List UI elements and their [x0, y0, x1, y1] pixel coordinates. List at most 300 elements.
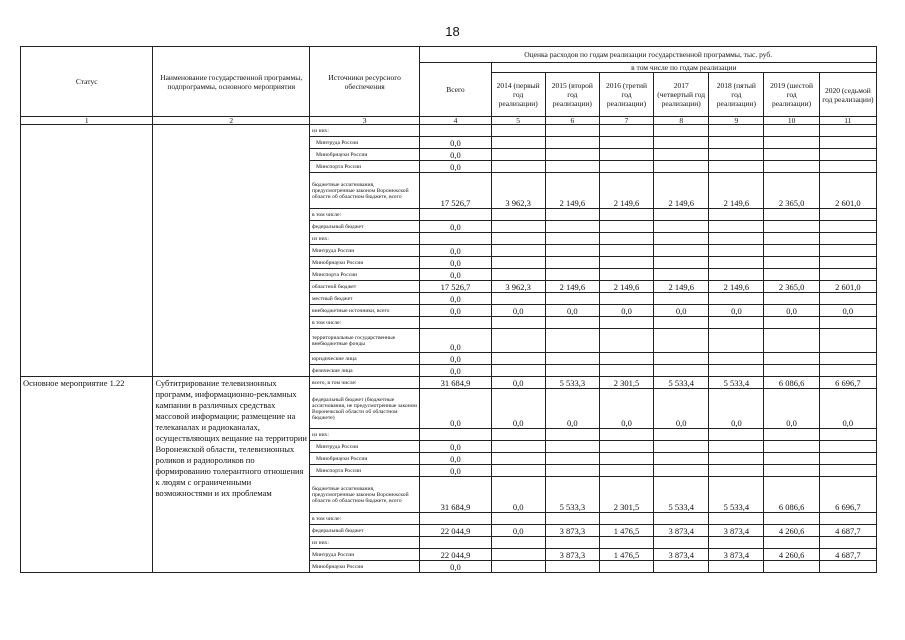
- year-value-cell: 0,0: [545, 389, 599, 429]
- year-value-cell: [654, 317, 709, 329]
- year-value-cell: [654, 441, 709, 453]
- total-value-cell: [420, 513, 491, 525]
- header-year-6: 2020 (седьмой год реализации): [819, 73, 876, 117]
- year-value-cell: [491, 465, 545, 477]
- year-value-cell: [764, 353, 819, 365]
- total-value-cell: 22 044,9: [420, 525, 491, 537]
- column-number: 3: [309, 117, 419, 125]
- header-estimate: Оценка расходов по годам реализации государственной программы, тыс. руб.: [420, 47, 877, 63]
- source-cell: территориальные государственные внебюджетные фонды: [309, 329, 419, 353]
- column-number: 1: [21, 117, 153, 125]
- year-value-cell: [599, 161, 653, 173]
- total-value-cell: 0,0: [420, 293, 491, 305]
- year-value-cell: 3 873,4: [709, 525, 764, 537]
- year-value-cell: [599, 257, 653, 269]
- year-value-cell: 4 260,6: [764, 549, 819, 561]
- source-cell: Минобрнауки России: [309, 453, 419, 465]
- year-value-cell: [545, 269, 599, 281]
- total-value-cell: 0,0: [420, 365, 491, 377]
- year-value-cell: [819, 429, 876, 441]
- source-cell: федеральный бюджет: [309, 525, 419, 537]
- source-cell: федеральный бюджет (бюджетные ассигнования, не предусмотренные законом Воронежской области об областном бюджете): [309, 389, 419, 429]
- year-value-cell: [599, 233, 653, 245]
- total-value-cell: 0,0: [420, 245, 491, 257]
- year-value-cell: 5 533,4: [654, 377, 709, 389]
- year-value-cell: [654, 137, 709, 149]
- year-value-cell: [654, 329, 709, 353]
- resource-table: [20, 46, 877, 573]
- year-value-cell: [819, 453, 876, 465]
- total-value-cell: 0,0: [420, 453, 491, 465]
- header-name: Наименование государственной программы, подпрограммы, основного мероприятия: [153, 47, 310, 117]
- year-value-cell: 0,0: [491, 377, 545, 389]
- year-value-cell: [764, 561, 819, 573]
- total-value-cell: [420, 125, 491, 137]
- year-value-cell: [709, 269, 764, 281]
- year-value-cell: 2 149,6: [599, 173, 653, 209]
- year-value-cell: 3 873,4: [709, 549, 764, 561]
- source-cell: в том числе:: [309, 209, 419, 221]
- year-value-cell: [654, 245, 709, 257]
- year-value-cell: [599, 513, 653, 525]
- source-cell: Минобрнауки России: [309, 561, 419, 573]
- year-value-cell: 0,0: [599, 305, 653, 317]
- year-value-cell: 5 533,4: [709, 377, 764, 389]
- year-value-cell: [491, 137, 545, 149]
- year-value-cell: 2 149,6: [599, 281, 653, 293]
- year-value-cell: [764, 429, 819, 441]
- header-year-0: 2014 (первый год реализации): [491, 73, 545, 117]
- year-value-cell: [764, 317, 819, 329]
- year-value-cell: 0,0: [764, 389, 819, 429]
- year-value-cell: [654, 125, 709, 137]
- header-year-1: 2015 (второй год реализации): [545, 73, 599, 117]
- year-value-cell: 2 149,6: [654, 173, 709, 209]
- year-value-cell: [491, 453, 545, 465]
- year-value-cell: [764, 365, 819, 377]
- year-value-cell: [764, 453, 819, 465]
- total-value-cell: 0,0: [420, 221, 491, 233]
- year-value-cell: [599, 269, 653, 281]
- year-value-cell: 4 260,6: [764, 525, 819, 537]
- year-value-cell: [654, 233, 709, 245]
- year-value-cell: [709, 561, 764, 573]
- year-value-cell: [545, 209, 599, 221]
- year-value-cell: [819, 221, 876, 233]
- year-value-cell: 2 149,6: [709, 173, 764, 209]
- year-value-cell: 4 687,7: [819, 549, 876, 561]
- year-value-cell: [819, 513, 876, 525]
- year-value-cell: [709, 221, 764, 233]
- source-cell: юридические лица: [309, 353, 419, 365]
- year-value-cell: [819, 465, 876, 477]
- year-value-cell: [599, 293, 653, 305]
- year-value-cell: [491, 269, 545, 281]
- year-value-cell: [599, 137, 653, 149]
- total-value-cell: 0,0: [420, 465, 491, 477]
- year-value-cell: [819, 125, 876, 137]
- year-value-cell: [764, 293, 819, 305]
- year-value-cell: [709, 137, 764, 149]
- year-value-cell: [599, 465, 653, 477]
- year-value-cell: 0,0: [491, 525, 545, 537]
- year-value-cell: 0,0: [491, 305, 545, 317]
- source-cell: Минтруда России: [309, 441, 419, 453]
- year-value-cell: [819, 561, 876, 573]
- year-value-cell: [709, 329, 764, 353]
- year-value-cell: 0,0: [764, 305, 819, 317]
- page-number: 18: [445, 24, 460, 39]
- year-value-cell: [491, 329, 545, 353]
- year-value-cell: [491, 221, 545, 233]
- source-cell: областной бюджет: [309, 281, 419, 293]
- year-value-cell: [709, 257, 764, 269]
- total-value-cell: 0,0: [420, 561, 491, 573]
- year-value-cell: [545, 293, 599, 305]
- year-value-cell: [545, 537, 599, 549]
- total-value-cell: 31 684,9: [420, 477, 491, 513]
- total-value-cell: 0,0: [420, 329, 491, 353]
- total-value-cell: 0,0: [420, 305, 491, 317]
- year-value-cell: 6 696,7: [819, 377, 876, 389]
- year-value-cell: [491, 317, 545, 329]
- year-value-cell: 5 533,4: [709, 477, 764, 513]
- source-cell: в том числе:: [309, 513, 419, 525]
- year-value-cell: [709, 365, 764, 377]
- year-value-cell: [764, 233, 819, 245]
- total-value-cell: 0,0: [420, 353, 491, 365]
- year-value-cell: [491, 429, 545, 441]
- year-value-cell: [491, 245, 545, 257]
- year-value-cell: [819, 137, 876, 149]
- column-number: 9: [709, 117, 764, 125]
- year-value-cell: 6 086,6: [764, 477, 819, 513]
- year-value-cell: [545, 125, 599, 137]
- year-value-cell: [819, 269, 876, 281]
- year-value-cell: 1 476,5: [599, 525, 653, 537]
- year-value-cell: 2 149,6: [709, 281, 764, 293]
- year-value-cell: [709, 429, 764, 441]
- year-value-cell: [764, 269, 819, 281]
- column-number: 11: [819, 117, 876, 125]
- year-value-cell: [819, 537, 876, 549]
- year-value-cell: [491, 513, 545, 525]
- year-value-cell: [491, 561, 545, 573]
- year-value-cell: [599, 209, 653, 221]
- year-value-cell: [491, 441, 545, 453]
- year-value-cell: [764, 441, 819, 453]
- year-value-cell: [545, 453, 599, 465]
- year-value-cell: [819, 245, 876, 257]
- year-value-cell: [819, 149, 876, 161]
- year-value-cell: 0,0: [599, 389, 653, 429]
- year-value-cell: [709, 233, 764, 245]
- header-year-3: 2017 (четвертый год реализации): [654, 73, 709, 117]
- year-value-cell: [709, 317, 764, 329]
- source-cell: из них:: [309, 233, 419, 245]
- source-cell: из них:: [309, 537, 419, 549]
- source-cell: местный бюджет: [309, 293, 419, 305]
- year-value-cell: [491, 365, 545, 377]
- year-value-cell: [654, 353, 709, 365]
- year-value-cell: 3 962,3: [491, 173, 545, 209]
- year-value-cell: [599, 537, 653, 549]
- year-value-cell: [709, 453, 764, 465]
- source-cell: федеральный бюджет: [309, 221, 419, 233]
- table-row: [21, 125, 877, 137]
- column-number: 5: [491, 117, 545, 125]
- year-value-cell: [764, 125, 819, 137]
- year-value-cell: 0,0: [545, 305, 599, 317]
- year-value-cell: 2 301,5: [599, 377, 653, 389]
- header-total: Всего: [420, 63, 491, 117]
- year-value-cell: [545, 161, 599, 173]
- year-value-cell: 2 149,6: [545, 173, 599, 209]
- year-value-cell: [545, 329, 599, 353]
- year-value-cell: [709, 293, 764, 305]
- year-value-cell: [764, 137, 819, 149]
- year-value-cell: [709, 149, 764, 161]
- header-year-5: 2019 (шестой год реализации): [764, 73, 819, 117]
- year-value-cell: [709, 537, 764, 549]
- column-number: 4: [420, 117, 491, 125]
- year-value-cell: [764, 257, 819, 269]
- year-value-cell: 6 086,6: [764, 377, 819, 389]
- year-value-cell: [599, 365, 653, 377]
- year-value-cell: [491, 161, 545, 173]
- total-value-cell: 31 684,9: [420, 377, 491, 389]
- source-cell: из них:: [309, 125, 419, 137]
- year-value-cell: [545, 465, 599, 477]
- year-value-cell: [819, 365, 876, 377]
- year-value-cell: [709, 209, 764, 221]
- year-value-cell: [654, 365, 709, 377]
- year-value-cell: 3 873,3: [545, 549, 599, 561]
- year-value-cell: [709, 245, 764, 257]
- year-value-cell: [709, 465, 764, 477]
- source-cell: Минобрнауки России: [309, 257, 419, 269]
- source-cell: Минтруда России: [309, 549, 419, 561]
- year-value-cell: [545, 317, 599, 329]
- year-value-cell: [819, 441, 876, 453]
- year-value-cell: [491, 293, 545, 305]
- total-value-cell: [420, 429, 491, 441]
- total-value-cell: 0,0: [420, 389, 491, 429]
- year-value-cell: [545, 257, 599, 269]
- year-value-cell: [764, 245, 819, 257]
- year-value-cell: [545, 221, 599, 233]
- year-value-cell: [654, 561, 709, 573]
- source-cell: Минспорта России: [309, 269, 419, 281]
- program-cell: [153, 125, 310, 377]
- year-value-cell: 0,0: [709, 389, 764, 429]
- source-cell: Минтруда России: [309, 137, 419, 149]
- year-value-cell: [819, 161, 876, 173]
- year-value-cell: [819, 353, 876, 365]
- column-number: 10: [764, 117, 819, 125]
- total-value-cell: [420, 537, 491, 549]
- year-value-cell: [599, 329, 653, 353]
- source-cell: Минспорта России: [309, 161, 419, 173]
- total-value-cell: 0,0: [420, 149, 491, 161]
- year-value-cell: [599, 221, 653, 233]
- year-value-cell: [819, 293, 876, 305]
- year-value-cell: [819, 233, 876, 245]
- year-value-cell: [764, 149, 819, 161]
- year-value-cell: 2 149,6: [654, 281, 709, 293]
- source-cell: внебюджетные источники, всего: [309, 305, 419, 317]
- year-value-cell: [764, 465, 819, 477]
- year-value-cell: 2 365,0: [764, 173, 819, 209]
- column-number: 7: [599, 117, 653, 125]
- year-value-cell: 2 601,0: [819, 281, 876, 293]
- year-value-cell: [491, 257, 545, 269]
- total-value-cell: 0,0: [420, 441, 491, 453]
- year-value-cell: 0,0: [491, 389, 545, 429]
- column-number: 8: [654, 117, 709, 125]
- total-value-cell: [420, 317, 491, 329]
- year-value-cell: 3 873,4: [654, 549, 709, 561]
- year-value-cell: [654, 537, 709, 549]
- header-status: Статус: [21, 47, 153, 117]
- header-including: в том числе по годам реализации: [491, 63, 876, 73]
- year-value-cell: [654, 221, 709, 233]
- year-value-cell: [709, 513, 764, 525]
- year-value-cell: [709, 441, 764, 453]
- year-value-cell: 2 365,0: [764, 281, 819, 293]
- total-value-cell: 22 044,9: [420, 549, 491, 561]
- year-value-cell: [545, 561, 599, 573]
- year-value-cell: [545, 245, 599, 257]
- total-value-cell: 17 526,7: [420, 173, 491, 209]
- year-value-cell: [491, 353, 545, 365]
- year-value-cell: [491, 537, 545, 549]
- year-value-cell: [491, 549, 545, 561]
- year-value-cell: [545, 365, 599, 377]
- total-value-cell: 0,0: [420, 269, 491, 281]
- header-year-4: 2018 (пятый год реализации): [709, 73, 764, 117]
- year-value-cell: [545, 137, 599, 149]
- year-value-cell: 5 533,3: [545, 377, 599, 389]
- year-value-cell: [764, 537, 819, 549]
- total-value-cell: 0,0: [420, 257, 491, 269]
- year-value-cell: 2 601,0: [819, 173, 876, 209]
- source-cell: в том числе:: [309, 317, 419, 329]
- column-number: 6: [545, 117, 599, 125]
- year-value-cell: 0,0: [819, 389, 876, 429]
- year-value-cell: [819, 257, 876, 269]
- year-value-cell: [654, 269, 709, 281]
- source-cell: бюджетные ассигнования, предусмотренные законом Воронежской области об областном бюджете, всего: [309, 477, 419, 513]
- year-value-cell: [545, 441, 599, 453]
- total-value-cell: 0,0: [420, 137, 491, 149]
- year-value-cell: [545, 353, 599, 365]
- header-sources: Источники ресурсного обеспечения: [309, 47, 419, 117]
- year-value-cell: [599, 353, 653, 365]
- year-value-cell: [654, 149, 709, 161]
- source-cell: Минтруда России: [309, 245, 419, 257]
- year-value-cell: [545, 233, 599, 245]
- total-value-cell: [420, 233, 491, 245]
- year-value-cell: [654, 161, 709, 173]
- year-value-cell: [764, 161, 819, 173]
- program-cell: Субтитрирование телевизионных программ, информационно-рекламных кампании в различных средствах массовой информации; размещение на телеканалах и радиоканалах, осуществляющих вещание на территории Воронежской области, телевизионных роликов и радиороликов по формированию толерантного отношения к людям с ограниченными возможностями и их проблемам: [153, 377, 310, 573]
- source-cell: физические лица: [309, 365, 419, 377]
- year-value-cell: 5 533,3: [545, 477, 599, 513]
- year-value-cell: 3 873,4: [654, 525, 709, 537]
- status-cell: Основное мероприятие 1.22: [21, 377, 153, 573]
- year-value-cell: [599, 429, 653, 441]
- table-row: [21, 377, 877, 389]
- header-year-2: 2016 (третий год реализации): [599, 73, 653, 117]
- year-value-cell: [599, 453, 653, 465]
- year-value-cell: 0,0: [491, 477, 545, 513]
- year-value-cell: [764, 329, 819, 353]
- year-value-cell: [545, 429, 599, 441]
- status-cell: [21, 125, 153, 377]
- year-value-cell: [491, 209, 545, 221]
- year-value-cell: [764, 209, 819, 221]
- year-value-cell: [819, 209, 876, 221]
- year-value-cell: [764, 221, 819, 233]
- total-value-cell: 0,0: [420, 161, 491, 173]
- year-value-cell: [599, 441, 653, 453]
- year-value-cell: [654, 465, 709, 477]
- year-value-cell: 2 149,6: [545, 281, 599, 293]
- year-value-cell: [491, 233, 545, 245]
- year-value-cell: [709, 161, 764, 173]
- year-value-cell: 1 476,5: [599, 549, 653, 561]
- year-value-cell: [491, 149, 545, 161]
- source-cell: Минспорта России: [309, 465, 419, 477]
- year-value-cell: [545, 149, 599, 161]
- year-value-cell: [654, 429, 709, 441]
- year-value-cell: 3 962,3: [491, 281, 545, 293]
- year-value-cell: 0,0: [654, 305, 709, 317]
- year-value-cell: 0,0: [819, 305, 876, 317]
- year-value-cell: [654, 513, 709, 525]
- year-value-cell: [654, 257, 709, 269]
- year-value-cell: [819, 317, 876, 329]
- year-value-cell: [764, 513, 819, 525]
- year-value-cell: [654, 453, 709, 465]
- year-value-cell: [709, 353, 764, 365]
- total-value-cell: 17 526,7: [420, 281, 491, 293]
- source-cell: Минобрнауки России: [309, 149, 419, 161]
- year-value-cell: [654, 209, 709, 221]
- year-value-cell: 3 873,3: [545, 525, 599, 537]
- column-number: 2: [153, 117, 310, 125]
- year-value-cell: 6 696,7: [819, 477, 876, 513]
- year-value-cell: [599, 561, 653, 573]
- source-cell: всего, в том числе:: [309, 377, 419, 389]
- year-value-cell: [599, 149, 653, 161]
- year-value-cell: [491, 125, 545, 137]
- year-value-cell: [819, 329, 876, 353]
- year-value-cell: 4 687,7: [819, 525, 876, 537]
- source-cell: из них:: [309, 429, 419, 441]
- year-value-cell: [599, 245, 653, 257]
- year-value-cell: 2 301,5: [599, 477, 653, 513]
- year-value-cell: [545, 513, 599, 525]
- year-value-cell: 0,0: [709, 305, 764, 317]
- total-value-cell: [420, 209, 491, 221]
- year-value-cell: [599, 125, 653, 137]
- year-value-cell: 0,0: [654, 389, 709, 429]
- source-cell: бюджетные ассигнования, предусмотренные законом Воронежской области об областном бюджете, всего: [309, 173, 419, 209]
- year-value-cell: [599, 317, 653, 329]
- year-value-cell: [654, 293, 709, 305]
